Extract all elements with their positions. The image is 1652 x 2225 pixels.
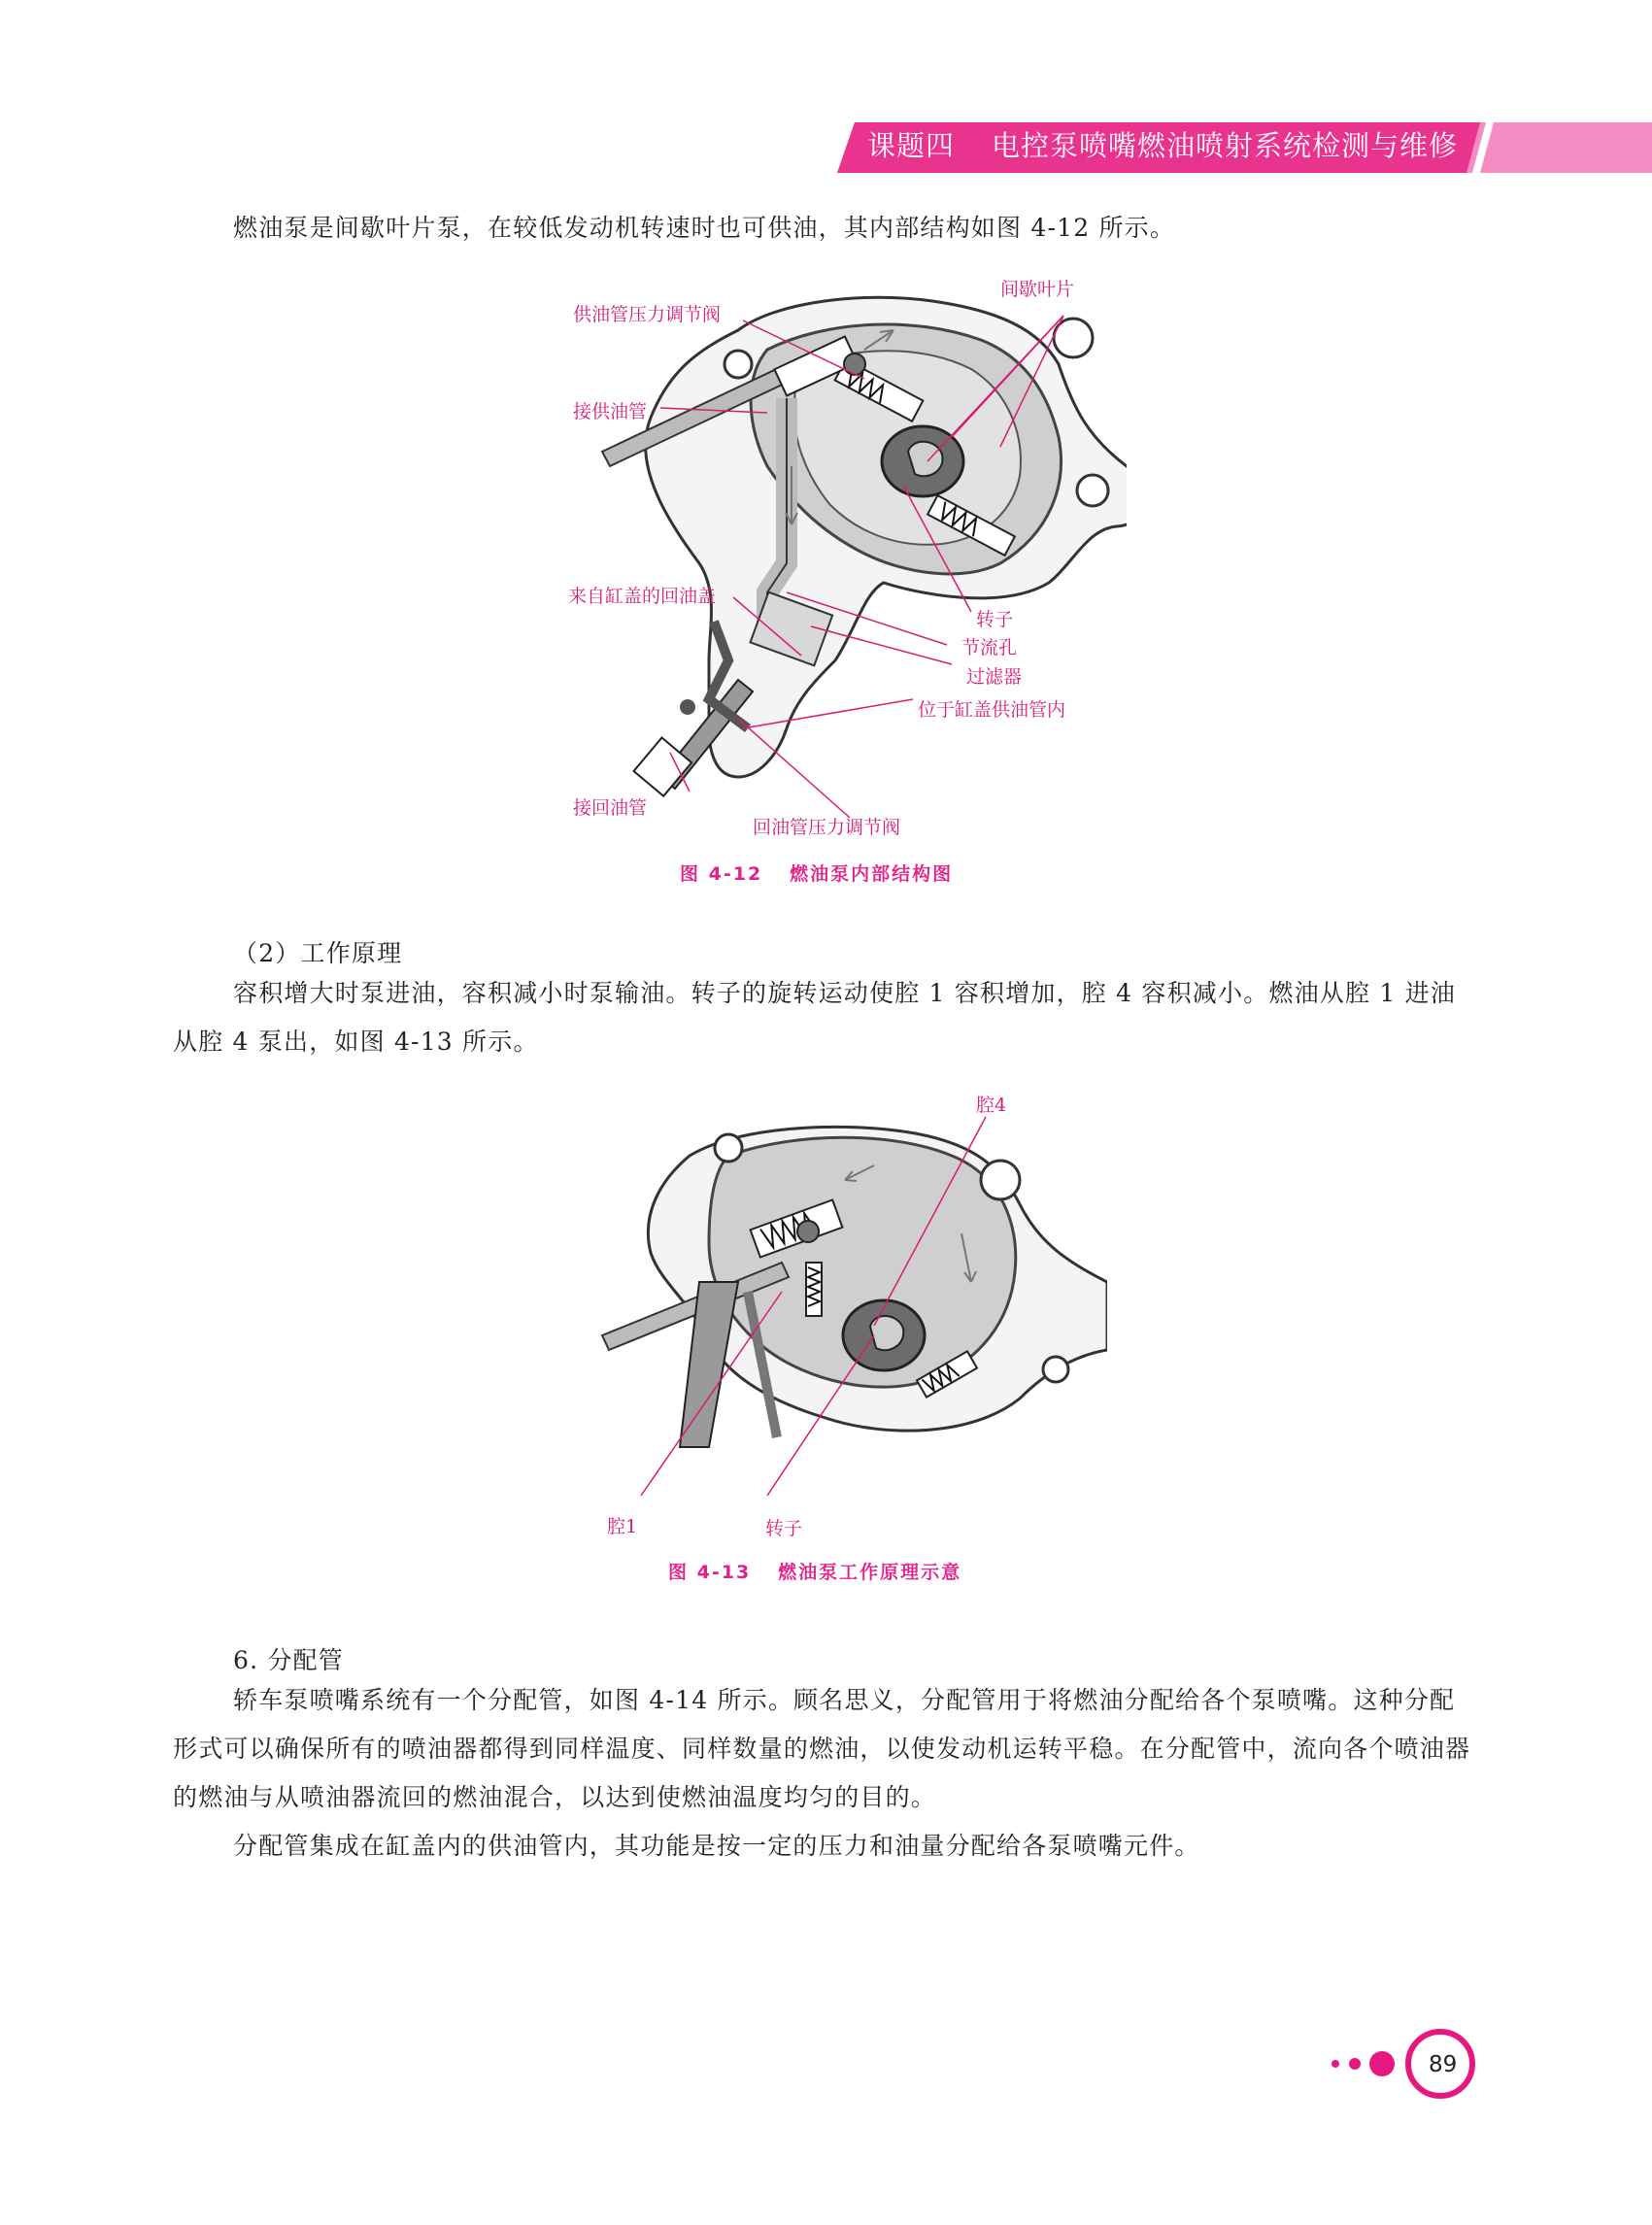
label-return-regulator: 回油管压力调节阀 [753, 817, 901, 838]
chapter-unit: 课题四 [867, 129, 956, 162]
caption-text: 燃油泵内部结构图 [790, 863, 954, 885]
caption-number: 图 4-12 [680, 863, 763, 885]
label-return-connect: 接回油管 [573, 797, 648, 819]
chapter-title [867, 124, 1458, 164]
page-number: 89 [1429, 2052, 1458, 2077]
pump-housing-illustration [602, 297, 1127, 795]
intro-paragraph: 燃油泵是间歇叶片泵，在较低发动机转速时也可供油，其内部结构如图 4-12 所示。 [233, 214, 1176, 242]
figure-4-12-caption [680, 860, 953, 886]
distribution-paragraph-1: 轿车泵喷嘴系统有一个分配管，如图 4-14 所示。顾名思义，分配管用于将燃油分配给各个泵喷嘴。这种分配形式可以确保所有的喷油器都得到同样温度、同样数量的燃油，以使发动机运转平稳。在分配管中，流向各个喷油器的燃油与从喷油器流回的燃油混合，以达到使燃油温度均匀的目的。 [173, 1686, 1471, 1811]
label-supply-regulator: 供油管压力调节阀 [573, 304, 722, 325]
pump-principle-illustration [602, 1127, 1107, 1447]
working-principle-paragraph: 容积增大时泵进油，容积减小时泵输油。转子的旋转运动使腔 1 容积增加，腔 4 容积减小。燃油从腔 1 进油从腔 4 泵出，如图 4-13 所示。 [173, 979, 1457, 1056]
caption-text: 燃油泵工作原理示意 [778, 1562, 962, 1583]
label-filter: 过滤器 [966, 666, 1023, 688]
page-number-decoration [1326, 2025, 1481, 2103]
label-vanes: 间歇叶片 [1000, 279, 1075, 300]
label-supply-connect: 接供油管 [573, 401, 648, 422]
label-cavity4: 腔4 [976, 1095, 1007, 1116]
label-rotor: 转子 [976, 609, 1014, 630]
figure-4-13-caption [668, 1558, 961, 1584]
figure-4-12 [544, 272, 1127, 864]
label-cavity1: 腔1 [607, 1516, 638, 1537]
label-in-head: 位于缸盖供油管内 [918, 699, 1066, 721]
chapter-name: 电控泵喷嘴燃油喷射系统检测与维修 [992, 129, 1459, 162]
section-heading-distribution-pipe: 6. 分配管 [233, 1646, 344, 1674]
label-return-from-head: 来自缸盖的回油盖 [568, 586, 717, 607]
figure-4-13 [583, 1088, 1107, 1554]
distribution-paragraph-2: 分配管集成在缸盖内的供油管内，其功能是按一定的压力和油量分配给各泵喷嘴元件。 [233, 1832, 1200, 1860]
caption-number: 图 4-13 [668, 1562, 752, 1583]
section-heading-working-principle: （2）工作原理 [233, 939, 403, 967]
label-rotor-4-13: 转子 [765, 1518, 803, 1539]
label-orifice: 节流孔 [961, 637, 1018, 658]
